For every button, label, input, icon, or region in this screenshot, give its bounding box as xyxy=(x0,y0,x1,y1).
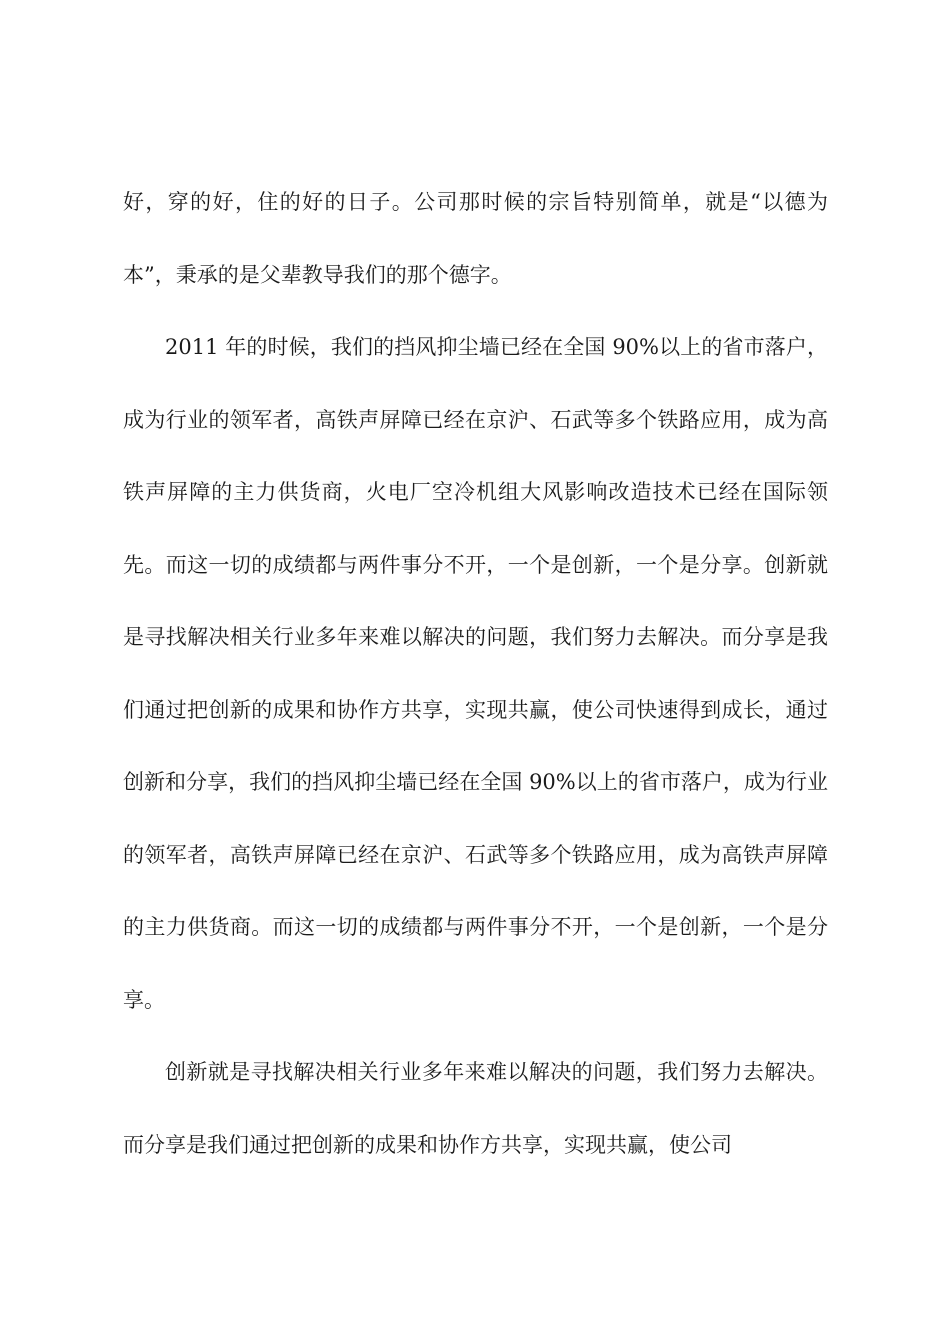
paragraph-2: 2011 年的时候，我们的挡风抑尘墙已经在全国 90%以上的省市落户，成为行业的领军者，高铁声屏障已经在京沪、石武等多个铁路应用，成为高铁声屏障的主力供货商，火电厂空冷机组大风影响改造技术已经在国际领先。而这一切的成绩都与两件事分不开，一个是创新，一个是分享。创新就是寻找解决相关行业多年来难以解决的问题，我们努力去解决。而分享是我们通过把创新的成果和协作方共享，实现共赢，使公司快速得到成长，通过创新和分享，我们的挡风抑尘墙已经在全国 90%以上的省市落户，成为行业的领军者，高铁声屏障已经在京沪、石武等多个铁路应用，成为高铁声屏障的主力供货商。而这一切的成绩都与两件事分不开，一个是创新，一个是分享。 xyxy=(123,335,828,1012)
body-text xyxy=(123,166,828,1181)
paragraph-3: 创新就是寻找解决相关行业多年来难以解决的问题，我们努力去解决。而分享是我们通过把创新的成果和协作方共享，实现共赢，使公司 xyxy=(123,1060,828,1157)
paragraph-1: 好，穿的好，住的好的日子。公司那时候的宗旨特别简单，就是“以德为本”，秉承的是父辈教导我们的那个德字。 xyxy=(123,190,828,287)
